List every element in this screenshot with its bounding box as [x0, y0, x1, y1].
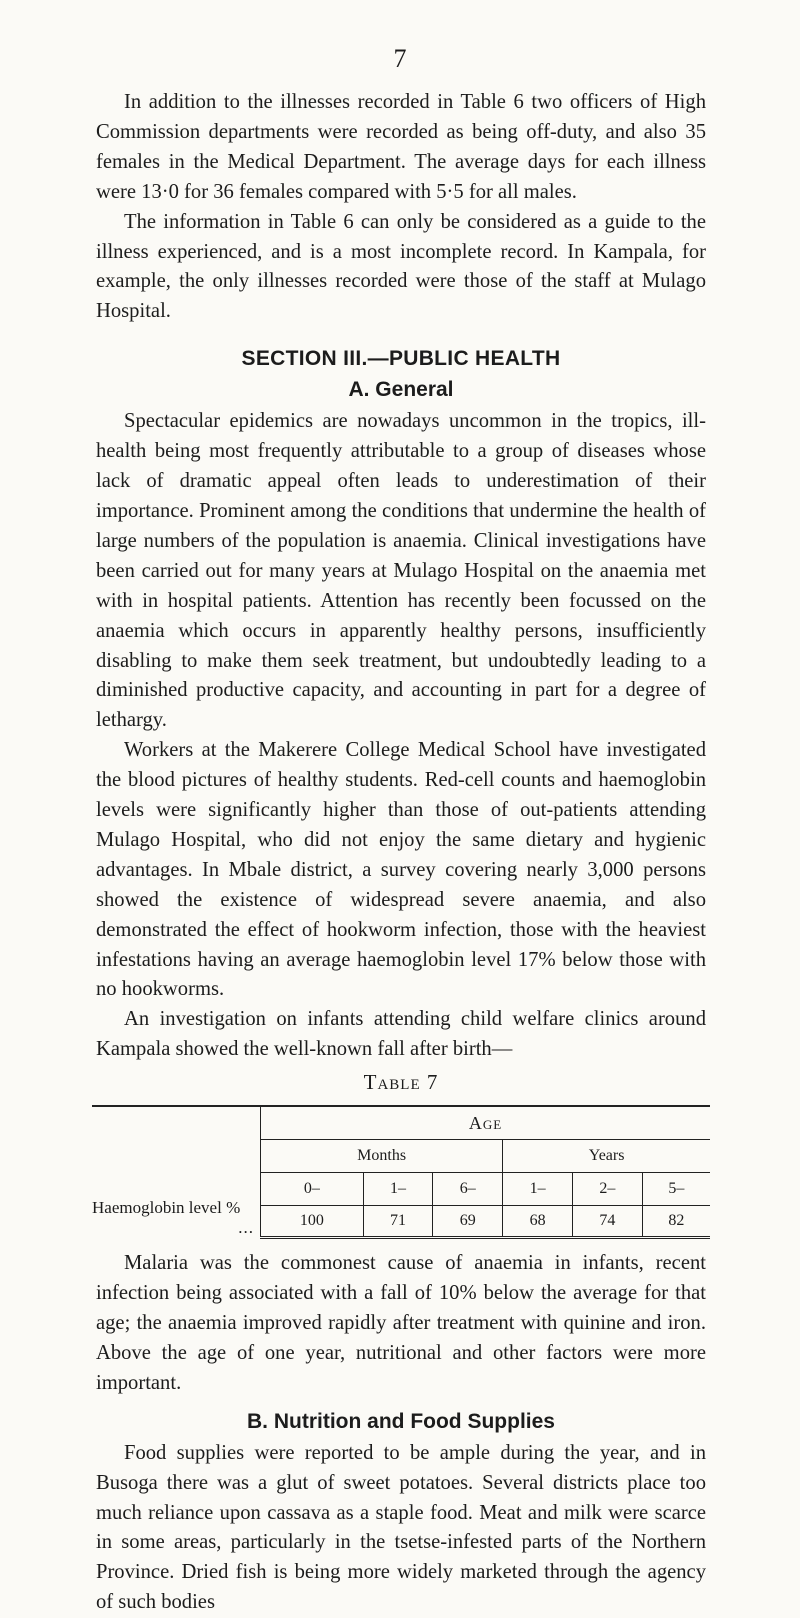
- table-col-header: 6–: [433, 1173, 503, 1206]
- page-number: 7: [393, 44, 407, 73]
- table-cell: 82: [642, 1206, 710, 1238]
- paragraph-1: In addition to the illnesses recorded in Table 6 two officers of High Commission departments were recorded as being off-duty, and also 35 females in the Medical Department. The average days for each illness were 13·0 for 36 females compared with 5·5 for all males.: [96, 91, 706, 203]
- table-cell: 69: [433, 1206, 503, 1238]
- paragraph-6: Malaria was the commonest cause of anaemia in infants, recent infection being associated with a fall of 10% below the average for that age; the anaemia improved rapidly after treatment with quinine and iron. Above the age of one year, nutritional and other factors were more important.: [96, 1252, 706, 1394]
- body-text: [92, 88, 706, 1618]
- table-row-dots: ...: [238, 1217, 254, 1237]
- section-heading: SECTION III.—PUBLIC HEALTH: [241, 347, 561, 371]
- table-header-months: Months: [261, 1140, 503, 1173]
- table-header-years: Years: [503, 1140, 710, 1173]
- paragraph-2: The information in Table 6 can only be considered as a guide to the illness experienced, and is a most incomplete record. In Kampala, for example, the only illnesses recorded were those of the staff at Mulago Hospital.: [96, 210, 706, 323]
- table-title: Table 7: [363, 1070, 439, 1095]
- paragraph-3: Spectacular epidemics are nowadays uncommon in the tropics, ill-health being most frequently attributable to a group of diseases whose lack of dramatic appeal often leads to underestimation of their importance. Prominent among the conditions that undermine the health of large numbers of the population is anaemia. Clinical investigations have been carried out for many years at Mulago Hospital on the anaemia met with in hospital patients. Attention has recently been focussed on the anaemia which occurs in apparently healthy persons, insufficiently disabling to make them seek treatment, but undoubtedly leading to a diminished productive capacity, and accounting in part for a degree of lethargy.: [96, 410, 706, 732]
- table-row-label-cell: [92, 1106, 261, 1238]
- table-col-header: 1–: [363, 1173, 433, 1206]
- table-col-header: 5–: [642, 1173, 710, 1206]
- table-col-header: 1–: [503, 1173, 573, 1206]
- haemoglobin-table: [92, 1105, 710, 1239]
- paragraph-4: Workers at the Makerere College Medical School have investigated the blood pictures of healthy students. Red-cell counts and haemoglobin levels were significantly higher than those of out-patients attending Mulago Hospital, who did not enjoy the same dietary and hygienic advantages. In Mbale district, a survey covering nearly 3,000 persons showed the existence of widespread severe anaemia, and also demonstrated the effect of hookworm infection, those with the heaviest infestations having an average haemoglobin level 17% below those with no hookworms.: [96, 739, 706, 1001]
- table-cell: 71: [363, 1206, 433, 1238]
- subsection-heading-b: B. Nutrition and Food Supplies: [247, 1409, 555, 1433]
- paragraph-5: An investigation on infants attending child welfare clinics around Kampala showed the well-known fall after birth—: [96, 1008, 706, 1061]
- subsection-heading-a: A. General: [348, 378, 454, 402]
- table-col-header: 0–: [261, 1173, 364, 1206]
- table-header-age: Age: [261, 1106, 711, 1140]
- table-cell: 74: [572, 1206, 642, 1238]
- table-cell: 68: [503, 1206, 573, 1238]
- table-col-header: 2–: [572, 1173, 642, 1206]
- table-cell: 100: [261, 1206, 364, 1238]
- paragraph-7: Food supplies were reported to be ample during the year, and in Busoga there was a glut of sweet potatoes. Several districts place too much reliance upon cassava as a staple food. Meat and milk were scarce in some areas, particularly in the tsetse-infested parts of the Northern Province. Dried fish is being more widely marketed through the agency of such bodies: [96, 1441, 706, 1614]
- table-row-label: Haemoglobin level %: [92, 1197, 241, 1217]
